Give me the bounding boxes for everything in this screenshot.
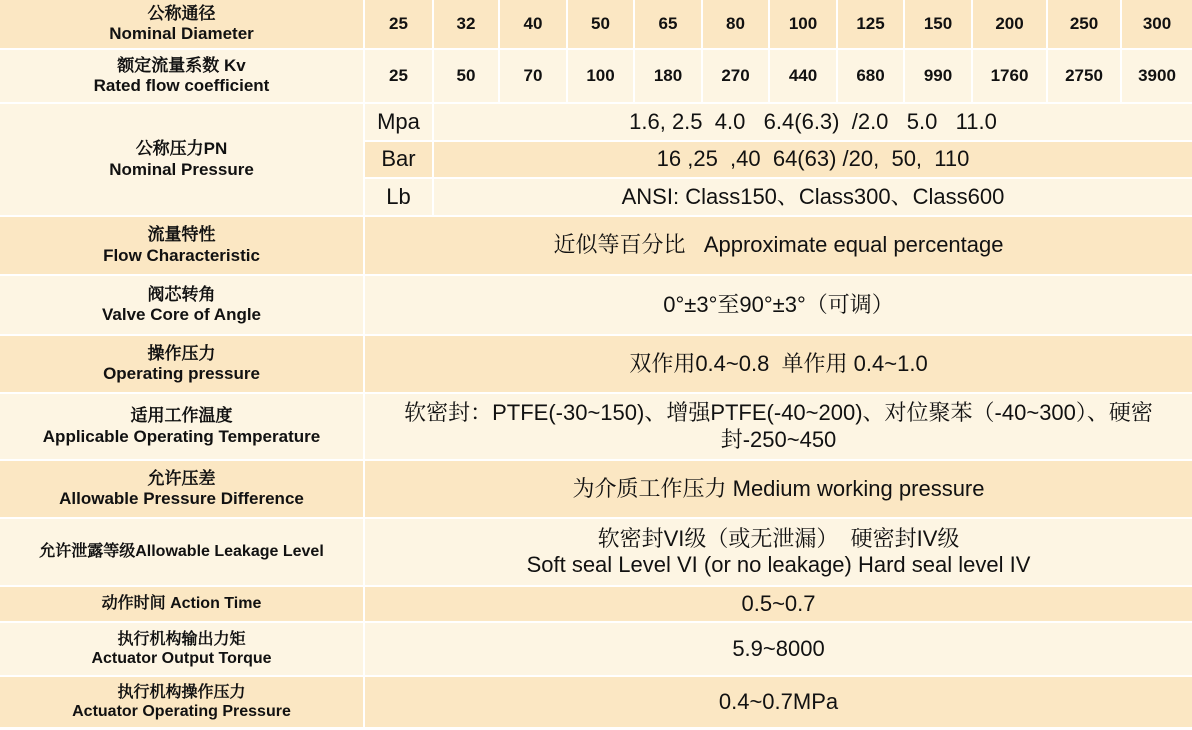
nominal-diameter-label bbox=[0, 0, 365, 50]
nominal-pressure-label bbox=[0, 104, 365, 217]
action-time-row bbox=[0, 587, 1192, 623]
action-time-value: 0.5~0.7 bbox=[365, 587, 1192, 623]
nominal-diameter-cell: 150 bbox=[905, 0, 973, 50]
actuator-torque-value: 5.9~8000 bbox=[365, 623, 1192, 677]
leakage-level-label: 允许泄露等级Allowable Leakage Level bbox=[0, 519, 365, 587]
nominal-pressure-row-mpa bbox=[0, 104, 1192, 142]
valve-core-angle-label-zh: 阀芯转角 bbox=[147, 284, 216, 304]
pressure-difference-row bbox=[0, 461, 1192, 519]
leakage-level-value bbox=[365, 519, 1192, 587]
actuator-pressure-value: 0.4~0.7MPa bbox=[365, 677, 1192, 729]
nominal-diameter-cell: 40 bbox=[500, 0, 568, 50]
leakage-level-value-en: Soft seal Level VI (or no leakage) Hard seal level IV bbox=[526, 552, 1031, 577]
rated-flow-cell: 70 bbox=[500, 50, 568, 104]
flow-characteristic-value: 近似等百分比 Approximate equal percentage bbox=[365, 217, 1192, 276]
nominal-diameter-label-en: Nominal Diameter bbox=[109, 24, 254, 43]
actuator-pressure-label-en: Actuator Operating Pressure bbox=[72, 703, 291, 720]
rated-flow-cell: 180 bbox=[635, 50, 703, 104]
operating-temperature-label-en: Applicable Operating Temperature bbox=[42, 426, 321, 446]
pressure-unit-mpa: Mpa bbox=[365, 104, 434, 142]
rated-flow-cell: 680 bbox=[838, 50, 905, 104]
pressure-value-lb: ANSI: Class150、Class300、Class600 bbox=[434, 179, 1192, 217]
nominal-pressure-label-zh: 公称压力PN bbox=[135, 139, 228, 159]
nominal-diameter-cell: 100 bbox=[770, 0, 838, 50]
nominal-pressure-label-en: Nominal Pressure bbox=[109, 159, 254, 179]
pressure-unit-bar: Bar bbox=[365, 142, 434, 179]
leakage-level-row bbox=[0, 519, 1192, 587]
operating-temperature-value: 软密封：PTFE(-30~150)、增强PTFE(-40~200)、对位聚苯（-40~300）、硬密封-250~450 bbox=[365, 394, 1192, 461]
pressure-unit-lb: Lb bbox=[365, 179, 434, 217]
nominal-diameter-cell: 65 bbox=[635, 0, 703, 50]
operating-pressure-label-en: Operating pressure bbox=[103, 364, 260, 383]
actuator-torque-label-zh: 执行机构输出力矩 bbox=[117, 630, 246, 648]
actuator-torque-label bbox=[0, 623, 365, 677]
nominal-diameter-cell: 200 bbox=[973, 0, 1048, 50]
action-time-label: 动作时间 Action Time bbox=[0, 587, 365, 623]
operating-temperature-label-zh: 适用工作温度 bbox=[130, 406, 233, 426]
flow-characteristic-label-zh: 流量特性 bbox=[147, 225, 216, 245]
actuator-pressure-label bbox=[0, 677, 365, 729]
flow-characteristic-label-en: Flow Characteristic bbox=[103, 245, 260, 265]
actuator-torque-label-en: Actuator Output Torque bbox=[91, 650, 272, 667]
operating-pressure-row bbox=[0, 336, 1192, 394]
rated-flow-label bbox=[0, 50, 365, 104]
rated-flow-row bbox=[0, 50, 1192, 104]
nominal-diameter-cell: 80 bbox=[703, 0, 770, 50]
nominal-diameter-cell: 25 bbox=[365, 0, 434, 50]
flow-characteristic-label bbox=[0, 217, 365, 276]
rated-flow-cell: 1760 bbox=[973, 50, 1048, 104]
operating-temperature-label bbox=[0, 394, 365, 461]
nominal-diameter-cell: 250 bbox=[1048, 0, 1122, 50]
rated-flow-cell: 2750 bbox=[1048, 50, 1122, 104]
pressure-value-bar: 16 ,25 ,40 64(63) /20, 50, 110 bbox=[434, 142, 1192, 179]
rated-flow-label-zh: 额定流量系数 Kv bbox=[117, 55, 246, 75]
pressure-value-mpa: 1.6, 2.5 4.0 6.4(6.3) /2.0 5.0 11.0 bbox=[434, 104, 1192, 142]
pressure-difference-value: 为介质工作压力 Medium working pressure bbox=[365, 461, 1192, 519]
valve-core-angle-value: 0°±3°至90°±3°（可调） bbox=[365, 276, 1192, 336]
nominal-diameter-cell: 300 bbox=[1122, 0, 1192, 50]
operating-pressure-value: 双作用0.4~0.8 单作用 0.4~1.0 bbox=[365, 336, 1192, 394]
rated-flow-cell: 270 bbox=[703, 50, 770, 104]
actuator-pressure-row bbox=[0, 677, 1192, 729]
operating-temperature-row bbox=[0, 394, 1192, 461]
actuator-pressure-label-zh: 执行机构操作压力 bbox=[117, 683, 246, 701]
rated-flow-cell: 3900 bbox=[1122, 50, 1192, 104]
rated-flow-cell: 100 bbox=[568, 50, 635, 104]
pressure-difference-label-zh: 允许压差 bbox=[147, 468, 216, 488]
nominal-diameter-label-zh: 公称通径 bbox=[147, 3, 216, 23]
rated-flow-cell: 25 bbox=[365, 50, 434, 104]
rated-flow-cell: 440 bbox=[770, 50, 838, 104]
pressure-difference-label-en: Allowable Pressure Difference bbox=[59, 489, 304, 508]
nominal-diameter-cell: 32 bbox=[434, 0, 500, 50]
rated-flow-cell: 50 bbox=[434, 50, 500, 104]
nominal-diameter-row bbox=[0, 0, 1192, 50]
operating-pressure-label-zh: 操作压力 bbox=[147, 343, 216, 363]
valve-core-angle-label-en: Valve Core of Angle bbox=[101, 305, 262, 324]
rated-flow-label-en: Rated flow coefficient bbox=[93, 76, 270, 95]
valve-core-angle-row bbox=[0, 276, 1192, 336]
leakage-level-value-zh: 软密封VI级（或无泄漏） 硬密封IV级 bbox=[597, 525, 960, 551]
nominal-diameter-cell: 125 bbox=[838, 0, 905, 50]
operating-pressure-label bbox=[0, 336, 365, 394]
actuator-torque-row bbox=[0, 623, 1192, 677]
flow-characteristic-row bbox=[0, 217, 1192, 276]
valve-core-angle-label bbox=[0, 276, 365, 336]
rated-flow-cell: 990 bbox=[905, 50, 973, 104]
pressure-difference-label bbox=[0, 461, 365, 519]
nominal-diameter-cell: 50 bbox=[568, 0, 635, 50]
